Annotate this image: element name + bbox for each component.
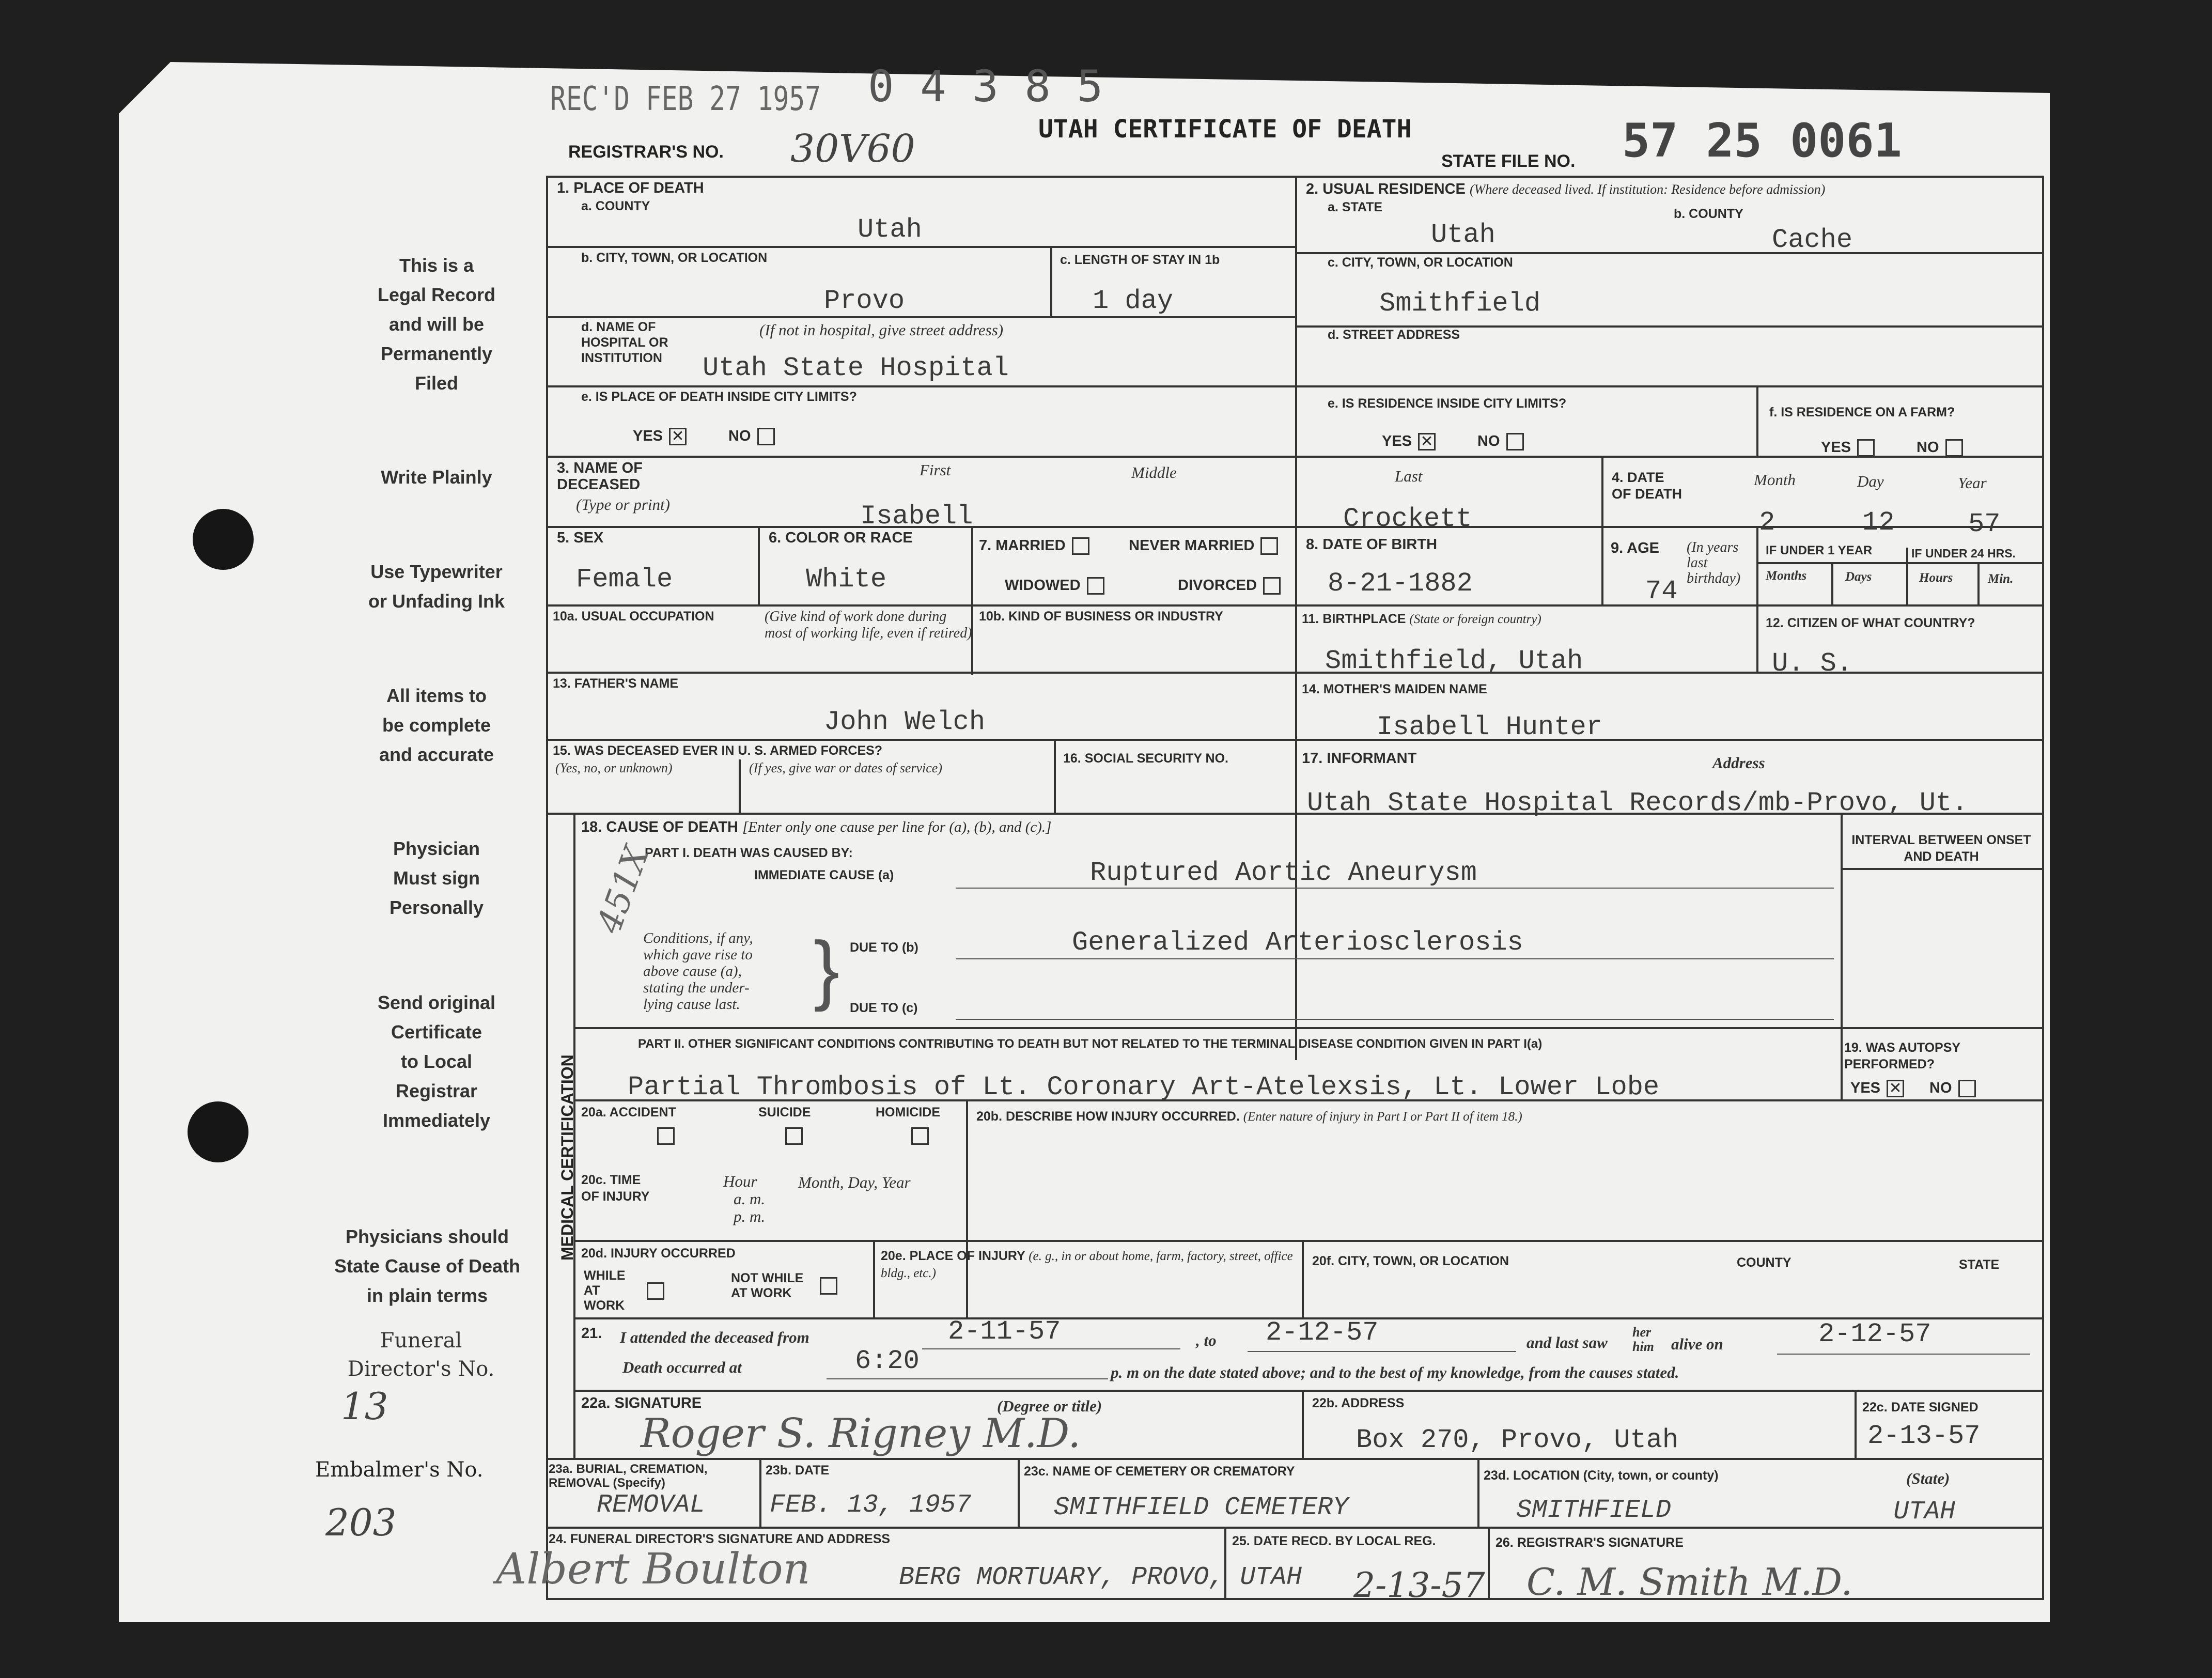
informant-label: 17. INFORMANT: [1302, 750, 1417, 767]
physician-address-label: 22b. ADDRESS: [1312, 1396, 1405, 1410]
sidebar-embalmer-label: Embalmer's No.: [315, 1458, 484, 1482]
hospital-value: Utah State Hospital: [703, 353, 1009, 383]
widowed-checkbox[interactable]: WIDOWED: [1005, 577, 1104, 595]
under-one-year-label: IF UNDER 1 YEAR: [1766, 543, 1873, 557]
funeral-director-label: 24. FUNERAL DIRECTOR'S SIGNATURE AND ADDRESS: [549, 1532, 891, 1546]
divorced-checkbox[interactable]: DIVORCED: [1178, 577, 1281, 595]
sex-label: 5. SEX: [557, 530, 604, 546]
death-county-value: Utah: [858, 214, 922, 245]
registrar-number-label: REGISTRAR'S NO.: [568, 142, 724, 162]
length-of-stay-value: 1 day: [1093, 286, 1174, 316]
medical-certification-label: MEDICAL CERTIFICATION: [558, 1054, 577, 1261]
occupation-hint: (Give kind of work done during most of working life, even if retired): [765, 609, 972, 641]
due-to-b-label: DUE TO (b): [850, 940, 918, 955]
citizen-label: 12. CITIZEN OF WHAT COUNTRY?: [1766, 616, 1975, 630]
burial-state-value: UTAH: [1893, 1497, 1956, 1527]
sidebar-physician-note: Physician Must sign Personally: [389, 838, 484, 918]
residence-state-label: a. STATE: [1328, 200, 1383, 214]
residence-state-value: Utah: [1431, 220, 1496, 250]
father-name-label: 13. FATHER'S NAME: [553, 676, 679, 691]
attended-label: I attended the deceased from: [620, 1328, 809, 1346]
death-city-limits-label: e. IS PLACE OF DEATH INSIDE CITY LIMITS?: [581, 390, 857, 404]
father-name-value: John Welch: [824, 707, 986, 737]
informant-address-label: Address: [1712, 754, 1765, 772]
attended-from-value: 2-11-57: [948, 1316, 1061, 1347]
date-of-birth-label: 8. DATE OF BIRTH: [1306, 536, 1438, 553]
autopsy-no[interactable]: NO: [1929, 1080, 1976, 1097]
punch-hole-bottom: [188, 1101, 248, 1162]
cause-of-death-label: 18. CAUSE OF DEATH [Enter only one cause per line for (a), (b), and (c).]: [581, 819, 1052, 835]
business-label: 10b. KIND OF BUSINESS OR INDUSTRY: [979, 609, 1223, 624]
punch-hole-top: [193, 509, 254, 570]
never-married-checkbox[interactable]: NEVER MARRIED: [1129, 537, 1278, 555]
informant-value: Utah State Hospital Records/mb-Provo, Ut.: [1307, 788, 1968, 818]
state-file-number: 57 25 0061: [1622, 114, 1902, 168]
due-to-b-value: Generalized Arteriosclerosis: [1072, 927, 1523, 958]
injury-county-label: COUNTY: [1737, 1255, 1792, 1270]
while-at-work-checkbox[interactable]: WHILE AT WORK: [584, 1268, 664, 1313]
length-of-stay-label: c. LENGTH OF STAY IN 1b: [1060, 253, 1220, 267]
age-label: 9. AGE: [1611, 540, 1660, 556]
sidebar-physicians-state-note: Physicians should State Cause of Death in plain terms: [334, 1226, 521, 1306]
not-while-at-work-checkbox[interactable]: NOT WHILE AT WORK: [731, 1271, 837, 1301]
conditions-brace: }: [814, 925, 840, 1012]
death-county-label: a. COUNTY: [581, 199, 650, 213]
her-him-label: her him: [1632, 1325, 1654, 1354]
date-received-value: 2-13-57: [1353, 1565, 1485, 1605]
deceased-type-hint: (Type or print): [576, 495, 670, 514]
part-two-label: PART II. OTHER SIGNIFICANT CONDITIONS CONTRIBUTING TO DEATH BUT NOT RELATED TO THE TERMINAL DISEASE CONDITION GIVEN IN PART I(a): [638, 1037, 1543, 1051]
injury-city-label: 20f. CITY, TOWN, OR LOCATION: [1312, 1254, 1509, 1268]
burial-type-value: REMOVAL: [597, 1490, 706, 1520]
sidebar-legal-note: This is a Legal Record and will be Permanently Filed: [377, 255, 496, 394]
part-one-label: PART I. DEATH WAS CAUSED BY:: [645, 846, 853, 860]
suicide-checkbox[interactable]: [785, 1127, 803, 1145]
sidebar-write-plainly: Write Plainly: [381, 467, 492, 488]
death-month-value: 2: [1759, 507, 1775, 538]
date-signed-value: 2-13-57: [1867, 1421, 1981, 1451]
sidebar-send-note: Send original Certificate to Local Registrar Immediately: [377, 992, 496, 1131]
residence-label: 2. USUAL RESIDENCE (Where deceased lived. If institution: Residence before admission): [1306, 181, 1826, 197]
accident-checkbox[interactable]: [657, 1127, 675, 1145]
middle-name-label: Middle: [1131, 463, 1177, 481]
degree-label: (Degree or title): [997, 1397, 1102, 1415]
conditions-note: Conditions, if any, which gave rise to above cause (a), stating the under- lying cause last.: [643, 930, 753, 1013]
death-city-label: b. CITY, TOWN, OR LOCATION: [581, 251, 768, 265]
autopsy-label: 19. WAS AUTOPSY PERFORMED?: [1844, 1040, 1960, 1071]
date-of-death-label: 4. DATE OF DEATH: [1612, 470, 1682, 502]
physician-signature: Roger S. Rigney M.D.: [641, 1410, 1081, 1457]
state-file-label: STATE FILE NO.: [1441, 151, 1576, 171]
burial-date-value: FEB. 13, 1957: [770, 1490, 972, 1520]
residence-city-limits-label: e. IS RESIDENCE INSIDE CITY LIMITS?: [1328, 396, 1567, 411]
place-of-death-label: 1. PLACE OF DEATH: [557, 180, 704, 196]
funeral-director-number: 13: [341, 1385, 388, 1428]
describe-injury-label: 20b. DESCRIBE HOW INJURY OCCURRED. (Enter nature of injury in Part I or Part II of item 18.): [976, 1109, 1522, 1124]
last-name-label: Last: [1395, 467, 1423, 485]
immediate-cause-value: Ruptured Aortic Aneurysm: [1090, 858, 1477, 888]
race-label: 6. COLOR OR RACE: [769, 530, 913, 546]
married-checkbox[interactable]: 7. MARRIED: [979, 537, 1089, 555]
death-month-label: Month: [1754, 471, 1796, 489]
date-of-birth-value: 8-21-1882: [1328, 568, 1473, 599]
mother-name-value: Isabell Hunter: [1377, 712, 1602, 742]
residence-farm-no[interactable]: NO: [1917, 439, 1963, 457]
hospital-hint: (If not in hospital, give street address): [759, 321, 1004, 339]
cause-code: 451X: [589, 841, 657, 939]
death-year-label: Year: [1958, 474, 1987, 492]
alive-on-label: alive on: [1671, 1335, 1723, 1353]
under-24-hours-label: IF UNDER 24 HRS.: [1911, 547, 2016, 560]
suicide-label: SUICIDE: [758, 1105, 811, 1120]
armed-forces-hint-1: (Yes, no, or unknown): [555, 760, 673, 775]
date-signed-label: 22c. DATE SIGNED: [1862, 1400, 1979, 1415]
minutes-label: Min.: [1988, 572, 2014, 586]
registrar-signature: C. M. Smith M.D.: [1526, 1560, 1853, 1604]
armed-forces-label: 15. WAS DECEASED EVER IN U. S. ARMED FORCES?: [553, 743, 883, 758]
burial-location-value: SMITHFIELD: [1516, 1496, 1672, 1525]
sidebar-typewriter-note: Use Typewriter or Unfading Ink: [368, 561, 505, 612]
embalmer-number: 203: [325, 1501, 397, 1544]
physician-address-value: Box 270, Provo, Utah: [1356, 1425, 1679, 1455]
registrar-signature-label: 26. REGISTRAR'S SIGNATURE: [1496, 1535, 1684, 1550]
social-security-label: 16. SOCIAL SECURITY NO.: [1063, 751, 1228, 766]
birthplace-value: Smithfield, Utah: [1325, 646, 1583, 676]
residence-city-value: Smithfield: [1379, 288, 1541, 319]
funeral-director-address: BERG MORTUARY, PROVO, UTAH: [899, 1563, 1302, 1592]
burial-type-label: 23a. BURIAL, CREMATION, REMOVAL (Specify): [549, 1462, 708, 1490]
residence-county-value: Cache: [1772, 225, 1853, 255]
hours-label: Hours: [1919, 571, 1953, 585]
injury-occurred-label: 20d. INJURY OCCURRED: [581, 1246, 736, 1261]
death-day-label: Day: [1857, 472, 1884, 490]
sidebar-complete-note: All items to be complete and accurate: [379, 685, 494, 765]
hospital-label: d. NAME OF HOSPITAL OR INSTITUTION: [581, 320, 668, 365]
injury-state-label: STATE: [1959, 1257, 2000, 1272]
interval-label: INTERVAL BETWEEN ONSET AND DEATH: [1851, 833, 2031, 864]
hour-label: Hour a. m. p. m.: [723, 1172, 766, 1225]
residence-city-limits-no[interactable]: NO: [1477, 433, 1524, 450]
homicide-checkbox[interactable]: [911, 1127, 929, 1145]
registrar-number: 30V60: [790, 127, 915, 171]
race-value: White: [806, 564, 887, 595]
residence-county-label: b. COUNTY: [1674, 207, 1743, 221]
residence-city-limits-yes[interactable]: YES ✕: [1382, 433, 1436, 450]
first-name-label: First: [920, 461, 951, 479]
attended-to-label: , to: [1196, 1331, 1217, 1349]
days-label: Days: [1845, 570, 1872, 584]
death-day-value: 12: [1862, 507, 1895, 538]
residence-street-label: d. STREET ADDRESS: [1328, 328, 1460, 342]
residence-farm-yes[interactable]: YES: [1821, 439, 1875, 457]
deceased-name-label: 3. NAME OF DECEASED: [557, 460, 643, 493]
occupation-label: 10a. USUAL OCCUPATION: [553, 609, 714, 624]
cemetery-value: SMITHFIELD CEMETERY: [1054, 1493, 1349, 1522]
burial-location-label: 23d. LOCATION (City, town, or county): [1484, 1468, 1719, 1483]
age-hint: (In years last birthday): [1687, 539, 1741, 586]
burial-state-label: (State): [1906, 1469, 1950, 1487]
death-city-limits-no[interactable]: NO: [728, 428, 775, 445]
residence-farm-label: f. IS RESIDENCE ON A FARM?: [1769, 405, 1955, 420]
certificate-title: UTAH CERTIFICATE OF DEATH: [1038, 115, 1412, 144]
funeral-director-signature: Albert Boulton: [496, 1545, 811, 1594]
burial-date-label: 23b. DATE: [766, 1463, 830, 1478]
time-of-injury-label: 20c. TIME OF INJURY: [581, 1173, 650, 1204]
last-name-value: Crockett: [1343, 504, 1472, 534]
mother-name-label: 14. MOTHER'S MAIDEN NAME: [1302, 682, 1487, 696]
armed-forces-hint-2: (If yes, give war or dates of service): [749, 760, 943, 775]
death-occurred-label: Death occurred at: [622, 1358, 742, 1376]
sex-value: Female: [576, 564, 673, 595]
birthplace-label: 11. BIRTHPLACE (State or foreign country): [1302, 612, 1541, 626]
autopsy-yes[interactable]: YES ✕: [1850, 1080, 1904, 1097]
cemetery-label: 23c. NAME OF CEMETERY OR CREMATORY: [1024, 1464, 1295, 1479]
attestation-number: 21.: [581, 1325, 602, 1342]
age-value: 74: [1645, 576, 1678, 607]
received-stamp: REC'D FEB 27 1957: [550, 80, 821, 118]
attestation-ending: p. m on the date stated above; and to the best of my knowledge, from the causes stated.: [1111, 1363, 1679, 1381]
date-received-label: 25. DATE RECD. BY LOCAL REG.: [1232, 1534, 1436, 1548]
attended-to-value: 2-12-57: [1266, 1317, 1379, 1348]
citizen-value: U. S.: [1772, 648, 1853, 679]
homicide-label: HOMICIDE: [876, 1105, 940, 1120]
part-two-value: Partial Thrombosis of Lt. Coronary Art-Atelexsis, Lt. Lower Lobe: [628, 1072, 1660, 1102]
death-time-value: 6:20: [855, 1346, 920, 1376]
alive-on-value: 2-12-57: [1818, 1319, 1931, 1349]
sidebar-funeral-label: Funeral Director's No.: [347, 1329, 495, 1381]
signature-label: 22a. SIGNATURE: [581, 1395, 702, 1411]
residence-city-label: c. CITY, TOWN, OR LOCATION: [1328, 255, 1513, 270]
death-city-value: Provo: [824, 286, 905, 316]
death-city-limits-yes[interactable]: YES ✕: [633, 428, 687, 445]
death-year-value: 57: [1968, 509, 2001, 539]
due-to-c-label: DUE TO (c): [850, 1001, 918, 1015]
certificate-number-stamp: 0 4 3 8 5: [868, 61, 1103, 112]
immediate-cause-label: IMMEDIATE CAUSE (a): [754, 868, 894, 882]
first-name-value: Isabell: [860, 501, 973, 532]
months-label: Months: [1766, 569, 1807, 583]
place-of-injury-label: 20e. PLACE OF INJURY (e. g., in or about home, farm, factory, street, office bldg., etc.): [881, 1249, 1293, 1280]
month-day-year-label: Month, Day, Year: [798, 1173, 911, 1191]
last-saw-label: and last saw: [1526, 1333, 1608, 1351]
accident-label: 20a. ACCIDENT: [581, 1105, 676, 1120]
